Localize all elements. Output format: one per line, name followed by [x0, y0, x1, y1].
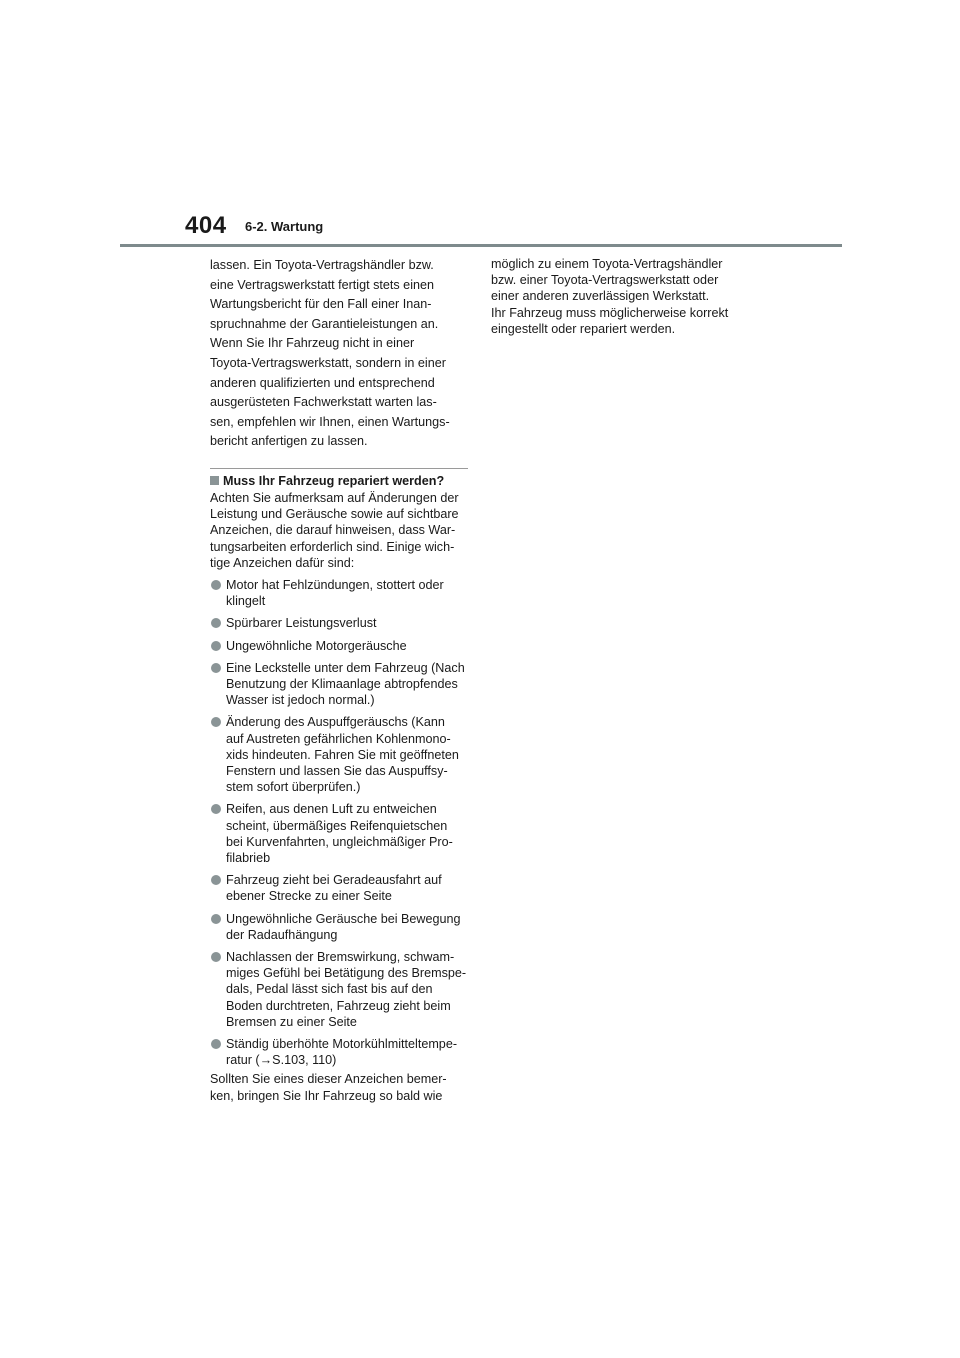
circle-bullet-icon: [211, 1039, 221, 1049]
circle-bullet-icon: [211, 804, 221, 814]
paragraph-line: eingestellt oder repariert werden.: [491, 321, 676, 336]
paragraph-line: Achten Sie aufmerksam auf Änderungen der: [210, 490, 459, 505]
list-item: [210, 577, 472, 609]
list-item-line: Reifen, aus denen Luft zu entweichen: [226, 802, 437, 817]
list-item-line: Ungewöhnliche Motorgeräusche: [226, 638, 407, 653]
header-rule: [120, 244, 842, 247]
paragraph-line: Leistung und Geräusche sowie auf sichtbare: [210, 507, 459, 522]
list-item-line: bei Kurvenfahrten, ungleichmäßiger Pro-: [226, 834, 453, 849]
body-paragraph: [210, 490, 472, 571]
list-item: [210, 660, 472, 709]
section-heading-text: Muss Ihr Fahrzeug repariert werden?: [223, 473, 445, 488]
circle-bullet-icon: [211, 875, 221, 885]
paragraph-line: einer anderen zuverlässigen Werkstatt.: [491, 289, 710, 304]
list-item: [210, 638, 472, 654]
circle-bullet-icon: [211, 641, 221, 651]
list-item: [210, 1036, 472, 1068]
paragraph-line: möglich zu einem Toyota-Vertragshändler: [491, 257, 723, 271]
circle-bullet-icon: [211, 663, 221, 673]
list-item-line: stem sofort überprüfen.): [226, 780, 361, 795]
list-item-line: Eine Leckstelle unter dem Fahrzeug (Nach: [226, 660, 465, 675]
list-item-line: Boden durchtreten, Fahrzeug zieht beim: [226, 998, 451, 1013]
list-item-line: miges Gefühl bei Betätigung des Bremspe-: [226, 966, 467, 981]
intro-line: ausgerüsteten Fachwerkstatt warten las-: [210, 395, 437, 410]
right-column: [491, 256, 753, 337]
list-item-line: dals, Pedal lässt sich fast bis auf den: [226, 982, 433, 997]
paragraph-line: bzw. einer Toyota-Vertragswerkstatt oder: [491, 273, 719, 288]
intro-line: lassen. Ein Toyota-Vertragshändler bzw.: [210, 258, 434, 272]
circle-bullet-icon: [211, 914, 221, 924]
list-item: [210, 911, 472, 943]
list-item-line: Nachlassen der Bremswirkung, schwam-: [226, 950, 455, 965]
list-item: [210, 714, 472, 795]
circle-bullet-icon: [211, 717, 221, 727]
left-column: [210, 256, 472, 1104]
paragraph-line: tungsarbeiten erforderlich sind. Einige wich-: [210, 539, 455, 554]
list-item-line: auf Austreten gefährlichen Kohlenmono-: [226, 731, 451, 746]
list-item-line: Wasser ist jedoch normal.): [226, 693, 375, 708]
list-item: [210, 801, 472, 866]
intro-line: Wenn Sie Ihr Fahrzeug nicht in einer: [210, 336, 415, 351]
section-divider: [210, 468, 468, 469]
list-item-line: xids hindeuten. Fahren Sie mit geöffneten: [226, 747, 459, 762]
list-item-line: Fenstern und lassen Sie das Auspuffsy-: [226, 763, 448, 778]
paragraph-line: Sollten Sie eines dieser Anzeichen bemer-: [210, 1072, 447, 1087]
list-item-line: ratur (→S.103, 110): [226, 1053, 337, 1068]
list-item-line: der Radaufhängung: [226, 927, 338, 942]
closing-paragraph: [210, 1071, 472, 1103]
intro-line: spruchnahme der Garantieleistungen an.: [210, 316, 439, 331]
intro-line: anderen qualifizierten und entsprechend: [210, 375, 435, 390]
list-item: [210, 872, 472, 904]
list-item-line: ebener Strecke zu einer Seite: [226, 889, 392, 904]
circle-bullet-icon: [211, 618, 221, 628]
intro-line: sen, empfehlen wir Ihnen, einen Wartungs-: [210, 414, 450, 429]
intro-line: Toyota-Vertragswerkstatt, sondern in einer: [210, 355, 446, 370]
list-item: [210, 949, 472, 1030]
circle-bullet-icon: [211, 952, 221, 962]
intro-line: bericht anfertigen zu lassen.: [210, 434, 368, 449]
list-item-line: scheint, übermäßiges Reifenquietschen: [226, 818, 448, 833]
paragraph-line: Anzeichen, die darauf hinweisen, dass War-: [210, 523, 456, 538]
square-bullet-icon: [210, 476, 219, 485]
list-item-line: Ungewöhnliche Geräusche bei Bewegung: [226, 911, 461, 926]
paragraph-line: Ihr Fahrzeug muss möglicherweise korrekt: [491, 305, 729, 320]
list-item-line: Ständig überhöhte Motorkühlmitteltempe-: [226, 1037, 458, 1052]
list-item-line: Bremsen zu einer Seite: [226, 1014, 357, 1029]
list-item-line: Spürbarer Leistungsverlust: [226, 616, 377, 631]
intro-paragraph: [210, 256, 472, 452]
list-item-line: filabrieb: [226, 851, 271, 865]
list-item-line: klingelt: [226, 594, 266, 609]
page-number: 404: [185, 212, 227, 239]
intro-line: eine Vertragswerkstatt fertigt stets einen: [210, 277, 434, 292]
circle-bullet-icon: [211, 580, 221, 590]
list-item: [210, 615, 472, 631]
intro-line: Wartungsbericht für den Fall einer Inan-: [210, 297, 432, 312]
section-title: 6-2. Wartung: [245, 219, 324, 234]
paragraph-line: tige Anzeichen dafür sind:: [210, 555, 355, 570]
list-item-line: Fahrzeug zieht bei Geradeausfahrt auf: [226, 873, 442, 888]
paragraph-line: ken, bringen Sie Ihr Fahrzeug so bald wie: [210, 1088, 443, 1103]
list-item-line: Motor hat Fehlzündungen, stottert oder: [226, 577, 444, 592]
list-item-line: Benutzung der Klimaanlage abtropfendes: [226, 676, 458, 691]
section-heading: [210, 472, 472, 490]
list-item-line: Änderung des Auspuffgeräuschs (Kann: [226, 715, 445, 730]
